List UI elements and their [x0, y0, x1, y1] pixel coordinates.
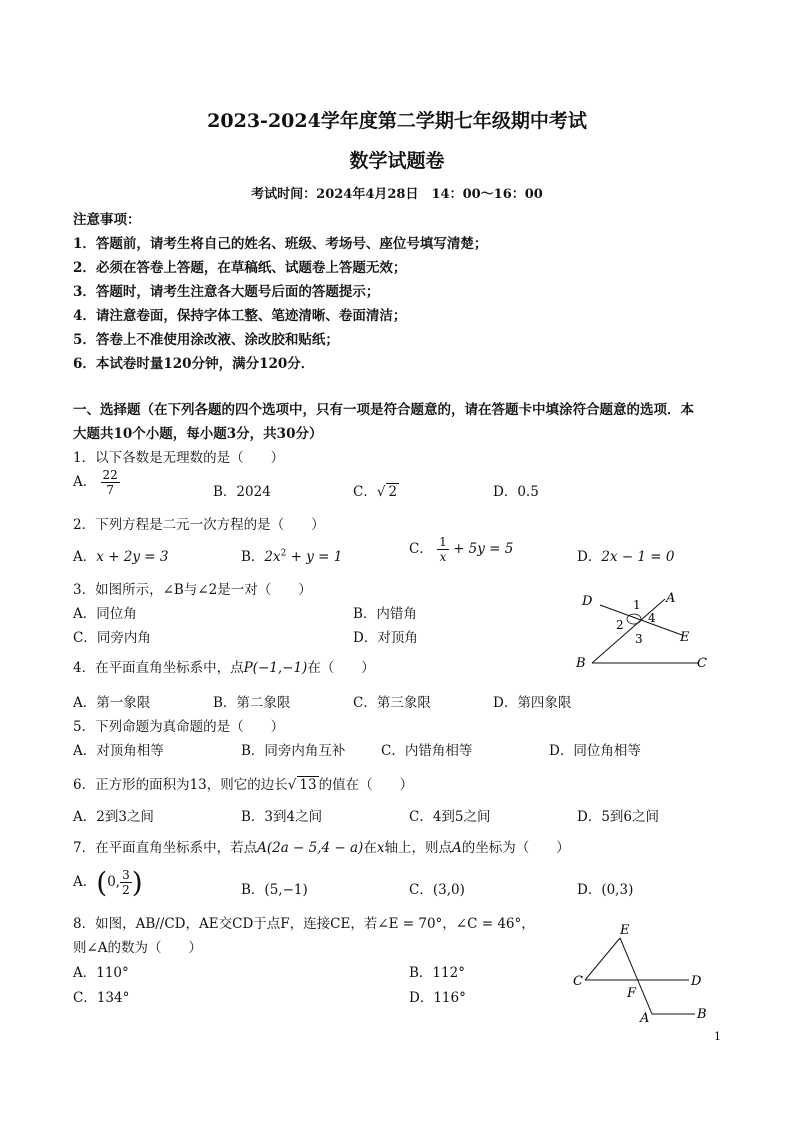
exam-time: 考试时间：2024年4月28日 14：00～16：00 [251, 187, 543, 202]
q2-option-c [409, 535, 513, 564]
q3-angle-3: 3 [635, 632, 643, 646]
note-item: 1．答题前，请考生将自己的姓名、班级、考场号、座位号填写清楚； [73, 236, 488, 252]
q3-label-c: C [697, 656, 707, 671]
page-number: 1 [714, 1030, 721, 1043]
q3-stem: 3．如图所示，∠B与∠2是一对（ ） [73, 582, 312, 598]
q5-option-b: B．同旁内角互补 [241, 743, 346, 759]
q2-c-num: 1 [439, 535, 447, 549]
q3-label-b: B [576, 656, 586, 671]
q7-b-expr: (5,−1) [264, 882, 308, 898]
q3-label-a: A [666, 591, 676, 606]
q4-option-b: B．第二象限 [213, 695, 291, 711]
q1-c-radicand: 2 [388, 484, 398, 500]
q8-line-ea [620, 938, 652, 1014]
q6-stem-post: 的值在（ ） [318, 777, 414, 793]
q7-d-expr: (0,3) [601, 882, 634, 898]
q6-option-b: B．3到4之间 [241, 809, 323, 825]
q1-c-label: C． [353, 484, 377, 500]
q2-d-label: D． [577, 549, 602, 565]
exam-title: 2023-2024学年度第二学期七年级期中考试 [207, 110, 587, 132]
q7-a-rparen: ) [131, 866, 143, 899]
q8-stem-line2: 则∠A的数为（ ） [73, 940, 203, 956]
note-item: 4．请注意卷面，保持字体工整、笔迹清晰、卷面清洁； [73, 308, 407, 324]
q3-angle-4: 4 [648, 611, 656, 625]
q2-b-label: B． [241, 549, 265, 565]
q2-b-expr-pre: 2x [264, 549, 281, 565]
q7-a-label: A． [73, 874, 97, 890]
q3-label-e: E [680, 630, 690, 645]
q7-a-pre: 0, [107, 874, 121, 890]
q8-label-d: D [691, 974, 702, 989]
q8-option-c: C．134° [73, 990, 130, 1006]
q2-a-label: A． [73, 549, 97, 565]
q7-stem [73, 836, 570, 856]
q2-option-d [577, 545, 675, 565]
q3-line-ba [592, 599, 665, 663]
q4-option-a: A．第一象限 [73, 695, 151, 711]
q1-a-num: 22 [102, 468, 118, 482]
q1-option-d: D．0.5 [493, 484, 539, 500]
q2-option-a [73, 545, 168, 565]
q5-option-a: A．对顶角相等 [73, 743, 164, 759]
q6-stem: 6．正方形的面积为13，则它的边长√ 13 的值在（ ） [73, 777, 414, 793]
q8-option-a: A．110° [73, 965, 129, 981]
q7-pt: A [451, 840, 462, 856]
q7-axis: x [376, 840, 385, 856]
q6-option-d: D．5到6之间 [577, 809, 660, 825]
q7-option-a [73, 866, 143, 899]
q6-option-a: A．2到3之间 [73, 809, 154, 825]
q1-a-den: 7 [106, 483, 114, 497]
q7-a-num: 3 [122, 868, 130, 882]
q1-stem: 1．以下各数是无理数的是（ ） [73, 450, 285, 466]
q3-option-c: C．同旁内角 [73, 630, 151, 646]
q1-option-b: B．2024 [213, 484, 271, 500]
q1-option-c: C．√ 2 [353, 484, 398, 500]
q2-c-label: C． [409, 541, 433, 557]
q5-option-d: D．同位角相等 [549, 743, 641, 759]
q2-b-sup: 2 [280, 548, 287, 559]
q3-option-a: A．同位角 [73, 606, 137, 622]
q4-stem-pre: 4．在平面直角坐标系中，点 [73, 660, 244, 676]
q8-label-b: B [697, 1007, 707, 1022]
q8-option-b: B．112° [409, 965, 465, 981]
q7-c-expr: (3,0) [432, 882, 465, 898]
q6-radicand: 13 [299, 777, 317, 793]
q4-option-d: D．第四象限 [493, 695, 572, 711]
q3-label-d: D [582, 594, 593, 609]
notes-heading: 注意事项： [73, 212, 141, 228]
q7-c-label: C． [409, 882, 433, 898]
q7-a-fraction [120, 868, 132, 897]
q3-angle-1: 1 [633, 598, 641, 612]
q8-label-e: E [620, 923, 630, 938]
q2-c-expr-post: + 5y = 5 [448, 541, 514, 557]
q8-line-ce [585, 938, 620, 980]
q2-c-den: x [439, 550, 447, 564]
note-item: 3．答题时，请考生注意各大题号后面的答题提示； [73, 284, 380, 300]
q7-option-b [241, 878, 308, 898]
q3-option-d: D．对顶角 [353, 630, 418, 646]
q4-option-c: C．第三象限 [353, 695, 431, 711]
q7-stem-pre: 7．在平面直角坐标系中，若点 [73, 840, 258, 856]
q7-stem-mid2: 轴上，则点 [384, 840, 452, 856]
note-item: 6．本试卷时量120分钟，满分120分． [73, 356, 315, 372]
q2-c-fraction [437, 535, 449, 564]
q7-option-c [409, 878, 465, 898]
q1-a-fraction [101, 468, 120, 497]
q7-a-den: 2 [122, 883, 130, 897]
q5-option-c: C．内错角相等 [381, 743, 473, 759]
q2-b-expr-post: + y = 1 [286, 549, 343, 565]
q7-stem-mid: 在 [363, 840, 377, 856]
q3-figure [570, 585, 720, 675]
q7-option-d [577, 878, 633, 898]
q1-a-label: A． [73, 474, 97, 490]
q8-stem-line1: 8．如图，AB//CD，AE交CD于点F，连接CE，若∠E = 70°，∠C = 46°， [73, 916, 535, 932]
q7-a-lparen: ( [96, 866, 108, 899]
q2-d-expr: 2x − 1 = 0 [601, 549, 675, 565]
q2-option-b [241, 545, 342, 565]
q8-label-c: C [573, 974, 583, 989]
note-item: 2．必须在答卷上答题，在草稿纸、试题卷上答题无效； [73, 260, 407, 276]
q2-stem: 2．下列方程是二元一次方程的是（ ） [73, 517, 325, 533]
exam-subtitle: 数学试题卷 [349, 150, 445, 172]
q8-option-d: D．116° [409, 990, 466, 1006]
q1-option-a [73, 468, 120, 497]
q3-angle-2: 2 [616, 618, 624, 632]
q6-stem-pre: 6．正方形的面积为13，则它的边长 [73, 777, 288, 793]
q5-stem: 5．下列命题为真命题的是（ ） [73, 719, 285, 735]
q4-point: P(−1,−1) [243, 660, 308, 676]
note-item: 5．答卷上不准使用涂改液、涂改胶和贴纸； [73, 332, 339, 348]
q7-stem-post: 的坐标为（ ） [461, 840, 570, 856]
q3-option-b: B．内错角 [353, 606, 417, 622]
q4-stem [73, 656, 375, 676]
section-heading: 一、选择题（在下列各题的四个选项中，只有一项是符合题意的，请在答题卡中填涂符合题意的选项．本 [73, 402, 694, 418]
q8-label-a: A [640, 1011, 650, 1026]
q8-figure [565, 918, 715, 1026]
q7-point: A(2a − 5,4 − a) [257, 840, 364, 856]
section-heading-cont: 大题共10个小题，每小题3分，共30分） [73, 426, 323, 442]
q2-a-expr: x + 2y = 3 [96, 549, 169, 565]
q7-d-label: D． [577, 882, 602, 898]
q4-stem-post: 在（ ） [307, 660, 375, 676]
q8-label-f: F [627, 986, 637, 1001]
q6-option-c: C．4到5之间 [409, 809, 491, 825]
q7-b-label: B． [241, 882, 265, 898]
